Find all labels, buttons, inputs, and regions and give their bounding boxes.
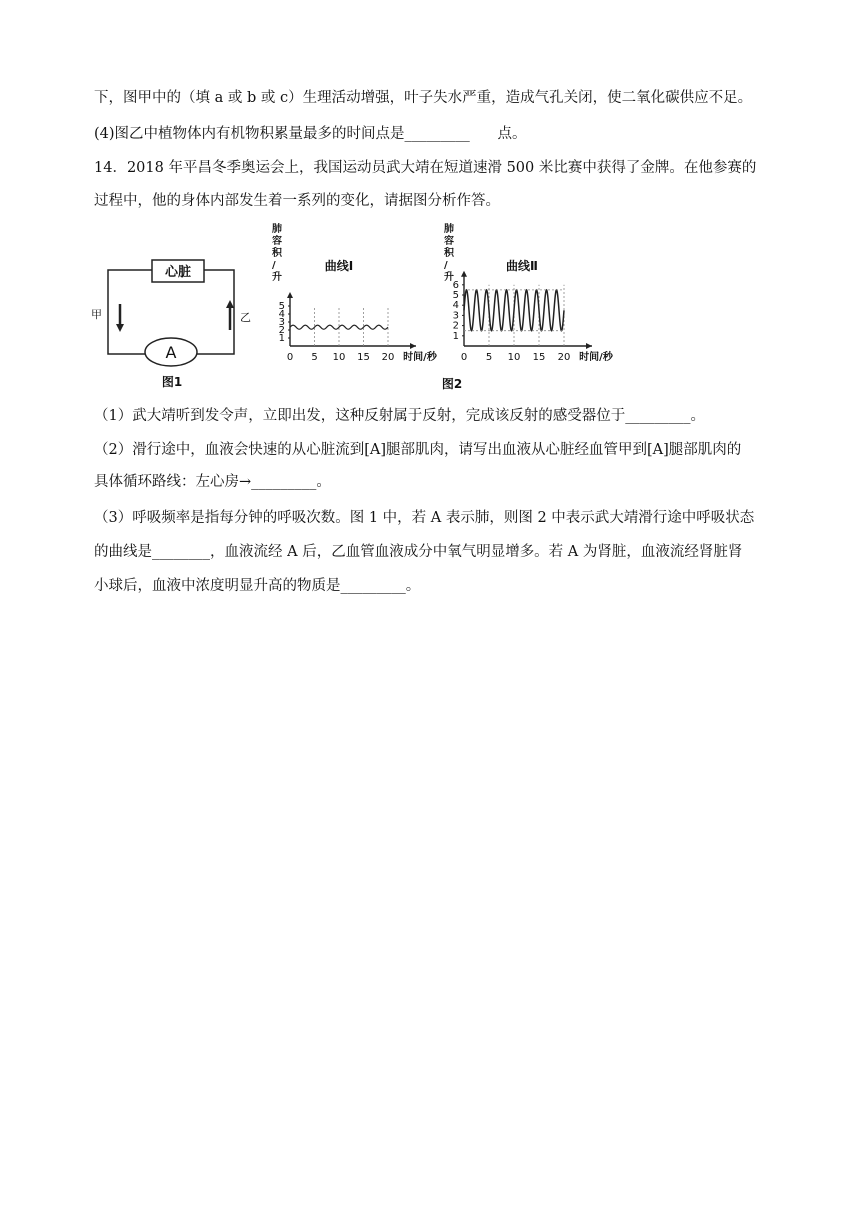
vessel-jia-label: 甲: [91, 308, 102, 321]
y-tick-label: 1: [452, 330, 459, 342]
x-tick-label: 15: [532, 352, 546, 363]
chart-curve-1: [272, 222, 438, 363]
y-tick-label: 4: [278, 309, 285, 320]
x-tick-label: 0: [286, 352, 294, 363]
question-14-intro: 14．2018 年平昌冬季奥运会上，我国运动员武大靖在短道速滑 500 米比赛中获得了金牌。在他参赛的: [94, 160, 757, 176]
x-tick-label: 5: [485, 352, 493, 363]
x-tick-label: 20: [381, 352, 395, 363]
vessel-yi-label: 乙: [240, 311, 251, 324]
question-14-3b: 的曲线是________，血液流经 A 后，乙血管血液成分中氧气明显增多。若 A 为肾脏，血液流经肾脏肾: [94, 544, 743, 560]
x-tick-label: 15: [357, 352, 370, 363]
question-14-1: （1）武大靖听到发令声，立即出发，这种反射属于反射，完成该反射的感受器位于_________。: [94, 408, 705, 424]
chart-title: 曲线Ⅰ: [324, 259, 354, 273]
y-tick-label: 2: [452, 320, 459, 332]
heart-label: 心脏: [164, 265, 192, 280]
x-axis-label: 时间/秒: [579, 352, 613, 363]
x-axis-arrow: [410, 343, 416, 349]
y-tick-label: 5: [452, 290, 459, 301]
question-14-intro-cont: 过程中，他的身体内部发生着一系列的变化，请据图分析作答。: [94, 193, 500, 209]
y-tick-label: 3: [452, 310, 459, 322]
figure-1-caption: 图1: [161, 375, 183, 389]
y-axis-label: 肺容积/升: [272, 224, 282, 283]
x-tick-label: 20: [557, 352, 571, 363]
question-14-2b: 具体循环路线：左心房→_________。: [94, 474, 331, 490]
y-axis-arrow: [461, 271, 467, 277]
chart-title: 曲线Ⅱ: [506, 259, 538, 273]
text-line-1: 下，图甲中的（填 a 或 b 或 c）生理活动增强，叶子失水严重，造成气孔关闭，使二氧化碳供应不足。: [94, 90, 753, 106]
question-4: (4)图乙中植物体内有机物积累量最多的时间点是_________ 点。: [94, 126, 527, 142]
chart-curve-2: [444, 222, 614, 363]
y-axis-arrow: [287, 292, 293, 298]
question-14-3a: （3）呼吸频率是指每分钟的呼吸次数。图 1 中，若 A 表示肺，则图 2 中表示武大靖滑行途中呼吸状态: [94, 510, 755, 526]
y-axis-label: 肺容积/升: [444, 224, 454, 283]
x-axis-label: 时间/秒: [403, 352, 437, 363]
x-tick-label: 0: [460, 352, 468, 363]
x-axis-arrow: [586, 343, 592, 349]
y-tick-label: 2: [278, 325, 285, 336]
question-14-2a: （2）滑行途中，血液会快速的从心脏流到[A]腿部肌肉，请写出血液从心脏经血管甲到[A]腿部肌肉的: [94, 442, 742, 458]
figure-area: [91, 222, 654, 394]
organ-a-label: A: [165, 343, 177, 362]
y-tick-label: 4: [452, 300, 459, 312]
y-tick-label: 5: [278, 301, 285, 312]
x-tick-label: 10: [507, 352, 521, 363]
x-tick-label: 5: [311, 352, 318, 363]
x-tick-label: 10: [332, 352, 346, 363]
y-tick-label: 6: [452, 279, 459, 291]
figure-1-circulation-diagram: [91, 260, 251, 389]
question-14-3c: 小球后，血液中浓度明显升高的物质是_________。: [94, 578, 421, 594]
y-tick-label: 1: [278, 333, 285, 344]
y-tick-label: 3: [278, 317, 285, 328]
figure-2-caption: 图2: [441, 377, 463, 391]
